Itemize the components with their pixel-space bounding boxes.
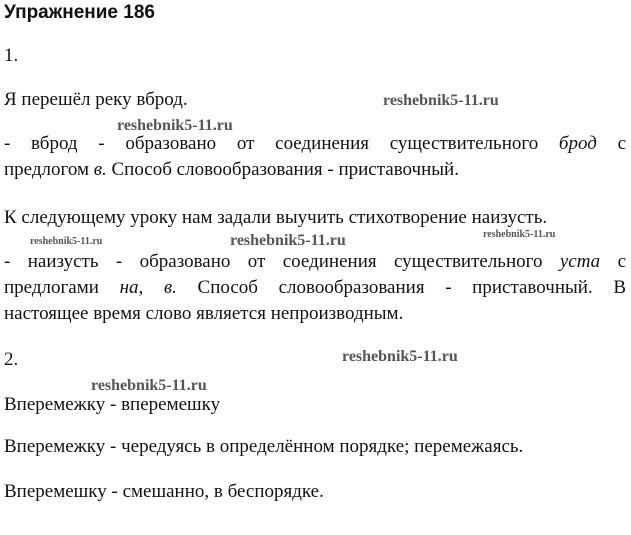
explanation-text: предлогом [4,159,94,180]
word-pair: Вперемежку - вперемешку [4,394,221,415]
explanation-text: - вброд - образовано от соединения существительного [4,133,559,154]
root-word: уста [559,251,601,272]
definition-2: Вперемешку - смешанно, в беспорядке. [4,481,324,502]
sentence-2: К следующему уроку нам задали выучить стихотворение наизусть. [4,207,548,228]
definition-1: Вперемежку - чередуясь в определённом порядке; перемежаясь. [4,436,524,457]
preposition: в. [93,159,107,180]
watermark: reshebnik5-11.ru [342,348,458,365]
explanation-2-line-3: настоящее время слово является непроизводным. [4,303,404,324]
preposition: на, в. [119,277,177,298]
explanation-2-line-1 [4,250,626,274]
explanation-1-line-1 [4,132,626,156]
watermark: reshebnik5-11.ru [383,92,499,109]
explanation-1-line-2 [4,158,626,182]
section-1-number: 1. [4,45,19,66]
explanation-text: с [600,251,627,272]
explanation-text: Способ словообразования - приставочный. [106,159,459,180]
explanation-text: Способ словообразования - приставочный. В [176,277,626,298]
explanation-text: с [596,133,626,154]
explanation-text: - наизусть - образовано от соединения существительного [4,251,560,272]
watermark: reshebnik5-11.ru [91,377,207,394]
watermark: reshebnik5-11.ru [230,232,346,249]
section-2-number: 2. [4,349,19,370]
root-word: брод [558,133,597,154]
watermark: reshebnik5-11.ru [483,229,556,240]
explanation-2-line-2 [4,276,626,300]
exercise-title: Упражнение 186 [4,2,155,23]
explanation-text: предлогами [4,277,120,298]
sentence-1: Я перешёл реку вброд. [4,89,188,110]
watermark: reshebnik5-11.ru [117,117,233,134]
watermark: reshebnik5-11.ru [30,236,103,247]
